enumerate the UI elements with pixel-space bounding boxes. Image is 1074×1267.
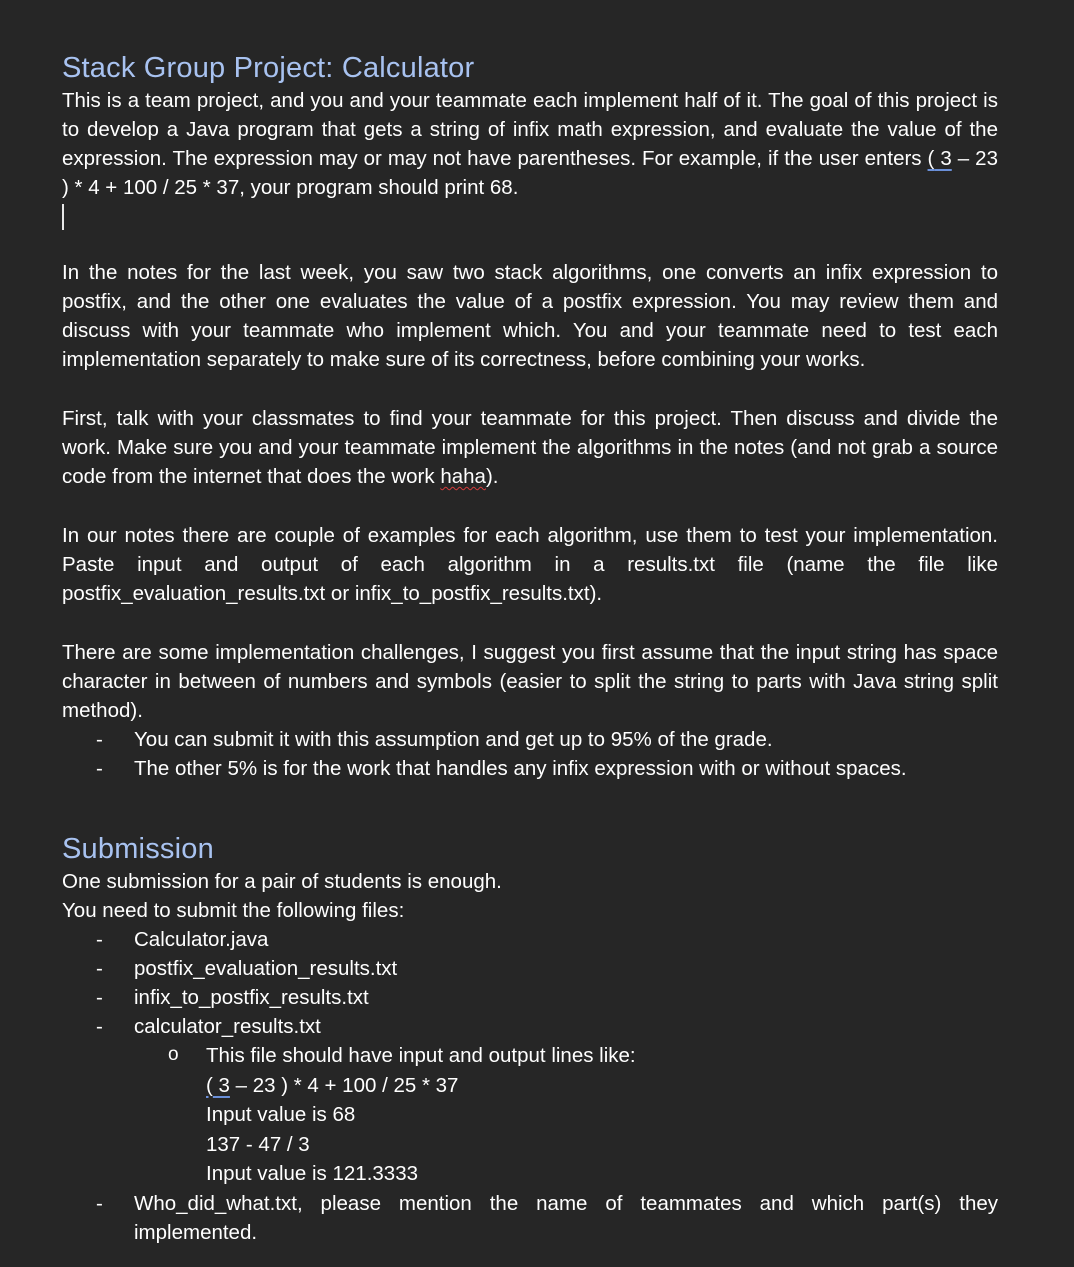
examples-paragraph: In our notes there are couple of examples for each algorithm, use them to test your implementation. Paste input and output of each algorithm in a results.txt file (name the file like postfix_evaluation_results.txt or infix_to_postfix_results.txt). bbox=[62, 524, 998, 605]
challenges-paragraph: There are some implementation challenges, I suggest you first assume that the input string has space character in between of numbers and symbols (easier to split the string to parts with Java string split method). bbox=[62, 641, 998, 722]
sub-list bbox=[134, 1041, 998, 1189]
example-line: 137 - 47 / 3 bbox=[206, 1132, 310, 1156]
intro-text: This is a team project, and you and your teammate each implement half of it. The goal of this project is to develop a Java program that gets a string of infix math expression, and evaluate the value of the expression. The expression may or may not have parentheses. For example, if the user enters bbox=[62, 89, 998, 170]
first-text-end: ). bbox=[485, 465, 499, 488]
example-line: Input value is 121.3333 bbox=[206, 1162, 418, 1185]
list-item-label: calculator_results.txt bbox=[134, 1015, 321, 1038]
list-item: - infix_to_postfix_results.txt bbox=[62, 983, 998, 1012]
intro-paren: ( bbox=[927, 147, 935, 170]
notes-paragraph: In the notes for the last week, you saw two stack algorithms, one converts an infix expression to postfix, and the other one evaluates the value of a postfix expression. You may review them and discuss with your teammate who implement which. You and your teammate need to test each implementation separately to make sure of its correctness, before combining your works. bbox=[62, 261, 998, 371]
last-file-text: - Who_did_what.txt, please mention the name of teammates and which part(s) they implemented. bbox=[134, 1191, 998, 1244]
example-line bbox=[206, 1071, 998, 1101]
sub-note: o This file should have input and output lines like: bbox=[206, 1044, 636, 1067]
list-item: - postfix_evaluation_results.txt bbox=[62, 954, 998, 983]
document-page bbox=[62, 50, 998, 1247]
example-number: 3 bbox=[212, 1073, 230, 1097]
spellcheck-word: haha bbox=[440, 465, 486, 488]
sub-list-item bbox=[134, 1041, 998, 1189]
list-item bbox=[62, 1189, 998, 1247]
file-list bbox=[62, 925, 998, 1247]
submission-line-1: One submission for a pair of students is enough. bbox=[62, 870, 502, 893]
example-paren: ( bbox=[206, 1073, 213, 1097]
intro-expression-rest: – 23 ) * 4 + 100 / 25 * 37, your program should print 68. bbox=[62, 147, 998, 199]
intro-number: 3 bbox=[934, 147, 952, 170]
example-line: Input value is 68 bbox=[206, 1103, 356, 1126]
intro-expression-start bbox=[928, 147, 952, 170]
list-item: - Calculator.java bbox=[62, 925, 998, 954]
list-item bbox=[62, 1012, 998, 1189]
challenge-list bbox=[62, 725, 998, 783]
text-cursor bbox=[62, 204, 64, 230]
list-item: - The other 5% is for the work that handles any infix expression with or without spaces. bbox=[62, 754, 998, 783]
first-paragraph bbox=[62, 404, 998, 491]
submission-line-2: You need to submit the following files: bbox=[62, 899, 405, 922]
example-rest: – 23 ) * 4 + 100 / 25 * 37 bbox=[229, 1073, 459, 1097]
example-expression-start bbox=[206, 1074, 230, 1097]
intro-paragraph bbox=[62, 86, 998, 202]
submission-heading: Submission bbox=[62, 833, 214, 865]
page-title: Stack Group Project: Calculator bbox=[62, 52, 475, 84]
list-item: - You can submit it with this assumption and get up to 95% of the grade. bbox=[62, 725, 998, 754]
first-text: First, talk with your classmates to find your teammate for this project. Then discuss and divide the work. Make sure you and your teammate implement the algorithms in the notes (and not grab a source code from the internet that does the work bbox=[62, 407, 998, 488]
